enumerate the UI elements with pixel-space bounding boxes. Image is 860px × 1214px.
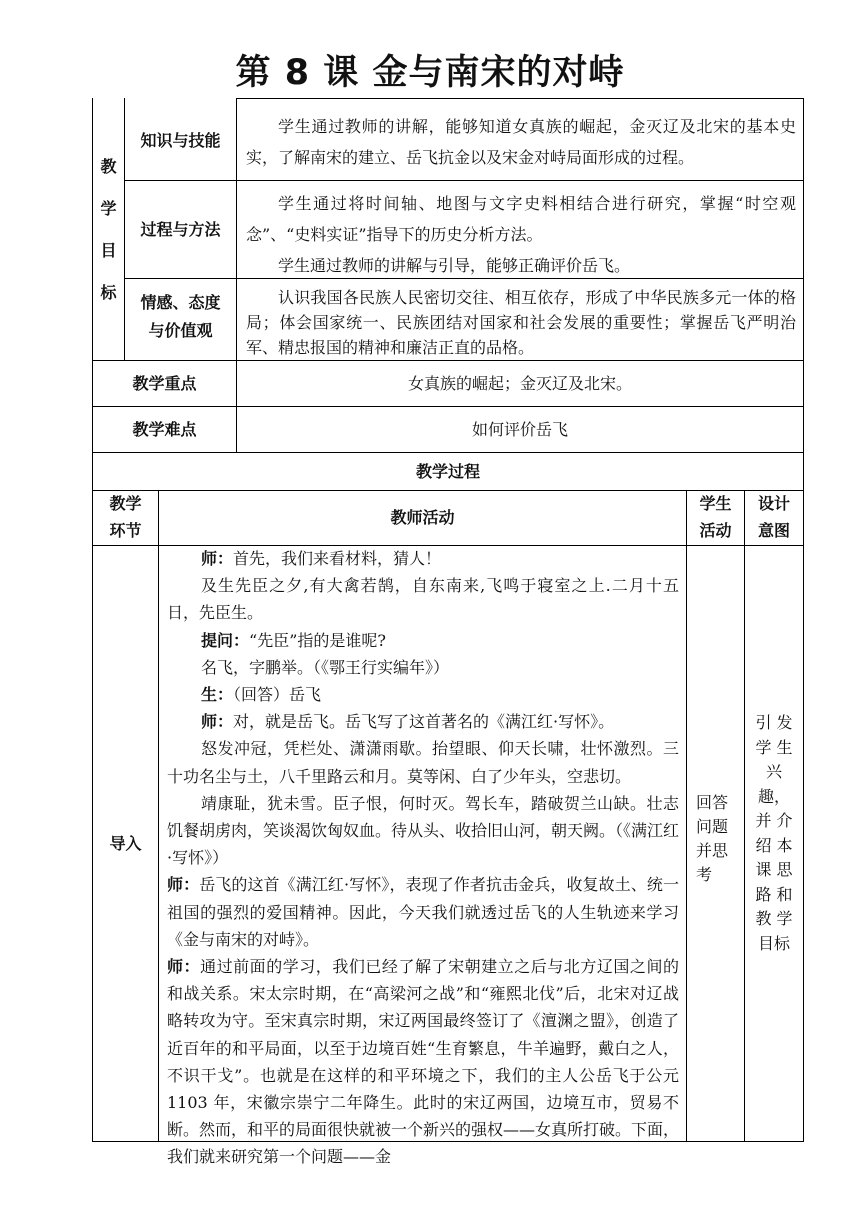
teacher-line: 及生先臣之夕,有大禽若鹄，自东南来,飞鸣于寝室之上.二月十五日，先臣生。	[167, 576, 679, 623]
objectives-header-char: 教	[100, 157, 117, 176]
student-activity: 回答 问题 并思 考	[696, 793, 729, 884]
teacher-line: 名飞，字鹏举。（《鄂王行实编年》）	[201, 657, 450, 677]
objectives-header	[93, 146, 124, 314]
teacher-line: 生：（回答）岳飞	[201, 685, 322, 705]
difficulty-value: 如何评价岳飞	[471, 420, 568, 439]
teacher-line: 师：对，就是岳飞。岳飞写了这首著名的《满江红·写怀》。	[201, 712, 615, 732]
col-header-teacher: 教师活动	[390, 508, 455, 527]
key-point-label: 教学重点	[132, 374, 197, 393]
objective-label-process: 过程与方法	[140, 220, 221, 239]
teacher-line: 师：岳飞的这首《满江红·写怀》，表现了作者抗击金兵，收复故土、统一祖国的强烈的爱国精神。因此，今天我们就透过岳飞的人生轨迹来学习《金与南宋的对峙》。	[167, 875, 679, 949]
page-title: 第 8 课 金与南宋的对峙	[235, 53, 625, 93]
stage-intro: 导入	[109, 834, 142, 853]
objective-content-process: 学生通过将时间轴、地图与文字史料相结合进行研究，掌握“时空观念”、“史料实证”指导下的历史分析方法。 学生通过教师的讲解与引导，能够正确评价岳飞。	[246, 194, 796, 275]
objective-label-emotion: 情感、态度 与价值观	[140, 293, 221, 340]
objectives-header-char: 学	[100, 199, 117, 218]
teacher-line: 师：首先，我们来看材料，猜人！	[201, 549, 442, 568]
teacher-line: 师：通过前面的学习，我们已经了解了宋朝建立之后与北方辽国之间的和战关系。宋太宗时期，在“高梁河之战”和“雍熙北伐”后，北宋对辽战略转攻为守。至宋真宗时期，宋辽两国最终签订了《澶渊之盟》，创造了近百年的和平局面，以至于边境百姓“生育繁息，牛羊遍野，戴白之人，不识干戈”。也就是在这样的和平环境之下，我们的主人公岳飞于公元 1103 年，宋徽宗崇宁二年降生。此时的宋辽两国，边境互市，贸易不断。然而，和平的局面很快就被一个新兴的强权——女真所打破。下面，我们就来研究第一个问题——金	[167, 957, 680, 1167]
teacher-activity	[167, 545, 679, 1171]
teacher-line: 靖康耻，犹未雪。臣子恨，何时灭。驾长车，踏破贺兰山缺。壮志饥餐胡虏肉，笑谈渴饮匈奴血。待从头、收拾旧山河，朝天阙。（《满江红·写怀》）	[167, 793, 680, 868]
objectives-header-char: 标	[100, 283, 117, 302]
col-header-design: 设计 意图	[757, 494, 790, 540]
col-header-stage: 教学 环节	[109, 494, 142, 540]
col-header-student: 学生 活动	[699, 494, 732, 540]
teacher-line: 提问：“先臣”指的是谁呢?	[201, 630, 386, 650]
objectives-header-char: 目	[100, 241, 117, 260]
difficulty-label: 教学难点	[132, 420, 197, 439]
key-point-value: 女真族的崛起；金灭辽及北宋。	[407, 374, 632, 393]
objective-label-knowledge: 知识与技能	[140, 131, 221, 150]
objective-content-emotion: 认识我国各民族人民密切交往、相互依存，形成了中华民族多元一体的格局；体会国家统一、民族团结对国家和社会发展的重要性；掌握岳飞严明治军、精忠报国的精神和廉洁正直的品格。	[246, 288, 796, 357]
objective-content-knowledge: 学生通过教师的讲解，能够知道女真族的崛起，金灭辽及北宋的基本史实，了解南宋的建立、岳飞抗金以及宋金对峙局面形成的过程。	[246, 117, 796, 167]
process-header: 教学过程	[415, 462, 480, 481]
teacher-line: 怒发冲冠，凭栏处、潇潇雨歇。抬望眼、仰天长啸，壮怀激烈。三十功名尘与土，八千里路云和月。莫等闲、白了少年头，空悲切。	[167, 739, 679, 786]
design-intent: 引 发 学 生 兴 趣， 并 介 绍 本 课 思 路 和 教 学 目标	[755, 713, 793, 953]
